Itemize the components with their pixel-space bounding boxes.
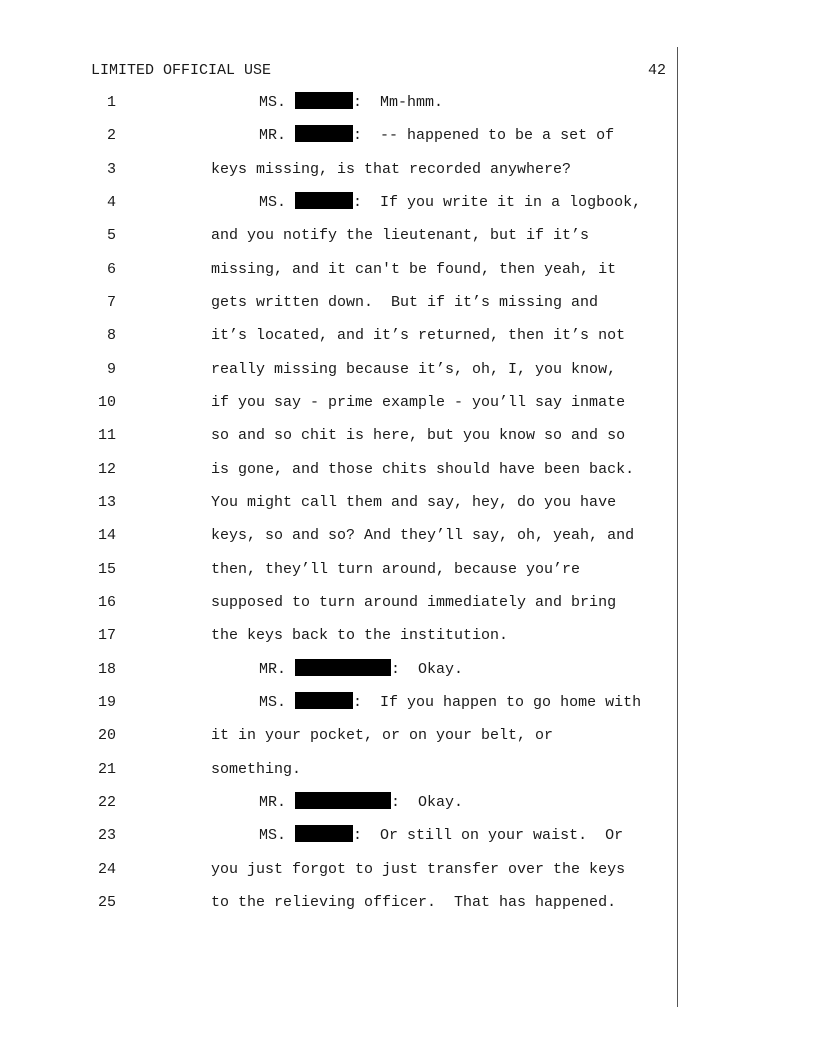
line-number: 9 [106, 361, 116, 378]
line-number: 15 [97, 561, 116, 578]
line-text: You might call them and say, hey, do you have [211, 494, 617, 511]
line-text [259, 692, 641, 714]
line-number: 25 [97, 894, 116, 911]
transcript-line [0, 692, 816, 714]
transcript-line [0, 525, 816, 547]
line-number: 3 [106, 161, 116, 178]
transcript-line [0, 192, 816, 214]
transcript-line [0, 392, 816, 414]
speech-text: : If you write it in a logbook, [353, 194, 642, 211]
transcript-line [0, 559, 816, 581]
transcript-line [0, 625, 816, 647]
transcript-line [0, 159, 816, 181]
redacted-name [295, 92, 353, 109]
redacted-name [295, 659, 391, 676]
line-number: 18 [97, 661, 116, 678]
speech-text: : Okay. [391, 794, 464, 811]
line-number: 16 [97, 594, 116, 611]
transcript-line [0, 725, 816, 747]
transcript-line [0, 225, 816, 247]
line-text: supposed to turn around immediately and bring [211, 594, 617, 611]
line-number: 17 [97, 627, 116, 644]
line-number: 24 [97, 861, 116, 878]
transcript-line [0, 759, 816, 781]
speaker-title: MR. [259, 127, 287, 144]
line-number: 11 [97, 427, 116, 444]
line-number: 14 [97, 527, 116, 544]
transcript-line [0, 359, 816, 381]
line-number: 12 [97, 461, 116, 478]
line-text: so and so chit is here, but you know so and so [211, 427, 626, 444]
line-text: and you notify the lieutenant, but if it’s [211, 227, 590, 244]
speech-text: : -- happened to be a set of [353, 127, 615, 144]
line-text [259, 192, 641, 214]
transcript-line [0, 492, 816, 514]
transcript-line [0, 259, 816, 281]
transcript-line [0, 292, 816, 314]
line-text: the keys back to the institution. [211, 627, 509, 644]
line-number: 2 [106, 127, 116, 144]
line-text [259, 825, 623, 847]
speech-text: : Okay. [391, 661, 464, 678]
line-text: then, they’ll turn around, because you’re [211, 561, 581, 578]
speech-text: : Or still on your waist. Or [353, 827, 624, 844]
speaker-title: MS. [259, 694, 287, 711]
line-text: missing, and it can't be found, then yeah, it [211, 261, 617, 278]
speaker-title: MS. [259, 827, 287, 844]
transcript-line [0, 859, 816, 881]
transcript-line [0, 425, 816, 447]
page-number: 42 [648, 62, 667, 79]
transcript-line [0, 659, 816, 681]
transcript-line [0, 459, 816, 481]
line-text: gets written down. But if it’s missing and [211, 294, 599, 311]
transcript-line [0, 92, 816, 114]
line-text [259, 125, 614, 147]
line-text: something. [211, 761, 302, 778]
line-text: you just forgot to just transfer over the keys [211, 861, 626, 878]
line-text [259, 659, 463, 681]
transcript-line [0, 325, 816, 347]
speaker-title: MS. [259, 94, 287, 111]
line-number: 1 [106, 94, 116, 111]
speaker-title: MR. [259, 661, 287, 678]
redacted-name [295, 192, 353, 209]
line-number: 5 [106, 227, 116, 244]
line-text: keys missing, is that recorded anywhere? [211, 161, 572, 178]
line-number: 23 [97, 827, 116, 844]
transcript-line [0, 892, 816, 914]
line-number: 8 [106, 327, 116, 344]
redacted-name [295, 825, 353, 842]
transcript-line [0, 592, 816, 614]
line-text: it in your pocket, or on your belt, or [211, 727, 554, 744]
transcript-line [0, 825, 816, 847]
line-text: is gone, and those chits should have been back. [211, 461, 635, 478]
line-text: it’s located, and it’s returned, then it’s not [211, 327, 626, 344]
redacted-name [295, 125, 353, 142]
line-number: 22 [97, 794, 116, 811]
speech-text: : Mm-hmm. [353, 94, 444, 111]
line-number: 19 [97, 694, 116, 711]
redacted-name [295, 692, 353, 709]
line-text: if you say - prime example - you’ll say inmate [211, 394, 626, 411]
line-number: 7 [106, 294, 116, 311]
speaker-title: MS. [259, 194, 287, 211]
line-text: to the relieving officer. That has happened. [211, 894, 617, 911]
transcript-line [0, 125, 816, 147]
line-text: really missing because it’s, oh, I, you know, [211, 361, 617, 378]
speaker-title: MR. [259, 794, 287, 811]
line-number: 10 [97, 394, 116, 411]
speech-text: : If you happen to go home with [353, 694, 642, 711]
line-text [259, 92, 443, 114]
line-text [259, 792, 463, 814]
classification-header: LIMITED OFFICIAL USE [91, 62, 272, 79]
line-number: 20 [97, 727, 116, 744]
line-text: keys, so and so? And they’ll say, oh, yeah, and [211, 527, 635, 544]
line-number: 21 [97, 761, 116, 778]
line-number: 6 [106, 261, 116, 278]
line-number: 4 [106, 194, 116, 211]
line-number: 13 [97, 494, 116, 511]
redacted-name [295, 792, 391, 809]
transcript-line [0, 792, 816, 814]
